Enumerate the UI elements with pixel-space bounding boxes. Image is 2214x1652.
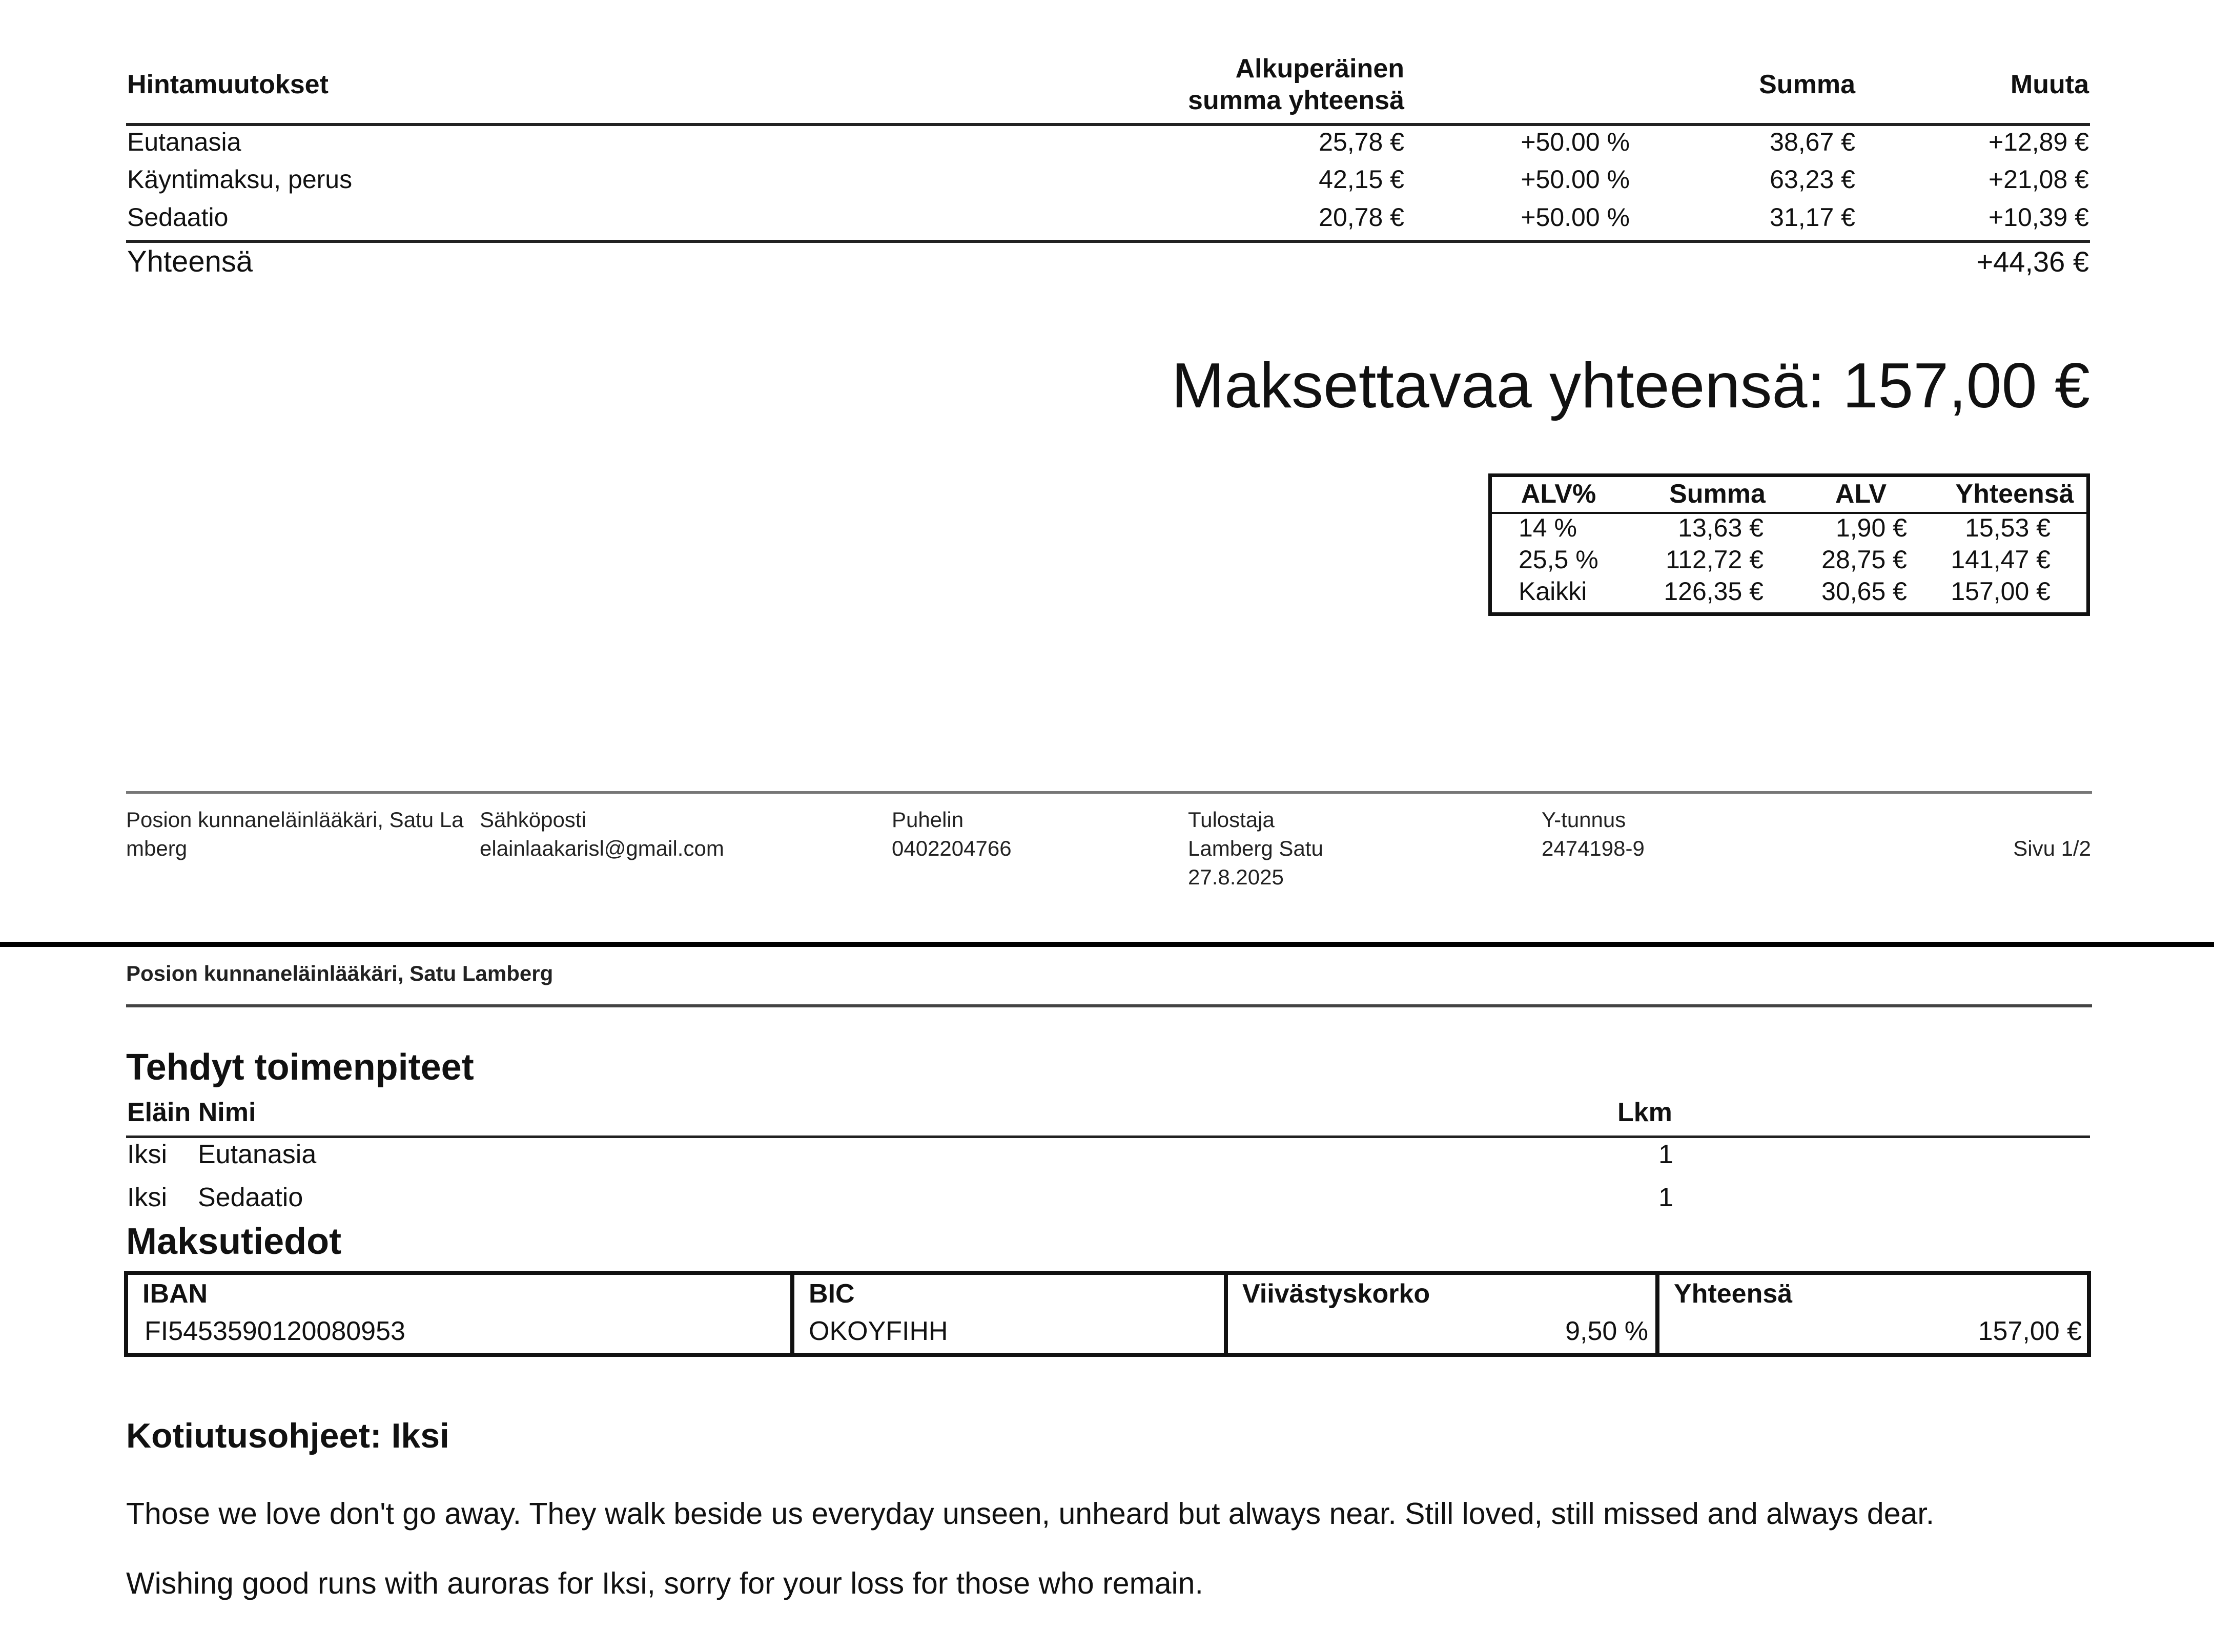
price-row-name: Eutanasia <box>127 128 241 156</box>
bic-label: BIC <box>809 1279 855 1309</box>
footer-printer-name: Lamberg Satu <box>1188 836 1323 860</box>
footer-email: elainlaakarisl@gmail.com <box>480 836 724 860</box>
grand-total: Maksettavaa yhteensä: 157,00 € <box>1171 350 2090 421</box>
vat-cell: 1,90 € <box>1835 513 1907 542</box>
price-row-sum: 63,23 € <box>1770 165 1855 194</box>
procedure-animal: Iksi <box>127 1183 167 1212</box>
original-sum-header-line2: summa yhteensä <box>1188 86 1404 115</box>
home-care-title: Kotiutusohjeet: Iksi <box>126 1416 449 1455</box>
footer-page-number: Sivu 1/2 <box>2013 836 2091 860</box>
home-care-paragraph: Wishing good runs with auroras for Iksi, sorry for your loss for those who remain. <box>126 1566 1203 1600</box>
page2-header: Posion kunnaneläinlääkäri, Satu Lamberg <box>126 961 554 985</box>
late-interest-label: Viivästyskorko <box>1242 1279 1430 1309</box>
price-row-original: 42,15 € <box>1319 165 1404 194</box>
footer-business-id: 2474198-9 <box>1542 836 1645 860</box>
price-row-name: Käyntimaksu, perus <box>127 165 353 194</box>
late-interest-box <box>1224 1271 1659 1357</box>
page-break <box>0 942 2214 947</box>
vat-cell: 30,65 € <box>1821 577 1907 606</box>
procedure-count: 1 <box>1658 1183 1673 1212</box>
procedures-col-animal-name: Eläin Nimi <box>127 1098 256 1127</box>
footer-divider <box>126 791 2092 794</box>
vat-cell: 28,75 € <box>1821 545 1907 574</box>
price-row-percent: +50.00 % <box>1521 165 1630 194</box>
page2-header-divider <box>126 1004 2092 1007</box>
price-row-original: 25,78 € <box>1319 128 1404 156</box>
vat-cell: 13,63 € <box>1678 513 1764 542</box>
late-interest-value: 9,50 % <box>1565 1316 1648 1346</box>
iban-box <box>124 1271 794 1357</box>
footer-business-id-label: Y-tunnus <box>1542 808 1626 832</box>
change-header: Muuta <box>2010 70 2089 99</box>
vat-cell: 157,00 € <box>1951 577 2051 606</box>
price-row-change: +12,89 € <box>1988 128 2089 156</box>
price-changes-title: Hintamuutokset <box>127 70 329 99</box>
footer-email-label: Sähköposti <box>480 808 586 832</box>
vat-header: Yhteensä <box>1955 479 2074 509</box>
price-row-original: 20,78 € <box>1319 203 1404 232</box>
footer-company-line2: mberg <box>126 836 188 860</box>
procedure-animal: Iksi <box>127 1140 167 1169</box>
bic-box <box>790 1271 1228 1357</box>
vat-header: ALV% <box>1521 479 1596 509</box>
vat-cell: 126,35 € <box>1664 577 1764 606</box>
procedure-name: Sedaatio <box>198 1183 303 1212</box>
payment-total-value: 157,00 € <box>1978 1316 2082 1346</box>
vat-cell: 112,72 € <box>1666 545 1764 574</box>
vat-cell: 141,47 € <box>1951 545 2051 574</box>
original-sum-header-line1: Alkuperäinen <box>1235 54 1404 84</box>
price-changes-total-label: Yhteensä <box>127 245 253 278</box>
price-row-name: Sedaatio <box>127 203 229 232</box>
payment-title: Maksutiedot <box>126 1221 342 1262</box>
vat-cell: 15,53 € <box>1965 513 2051 542</box>
total-divider <box>126 240 2090 243</box>
vat-cell: Kaikki <box>1519 577 1587 606</box>
iban-label: IBAN <box>142 1279 208 1309</box>
home-care-paragraph: Those we love don't go away. They walk beside us everyday unseen, unheard but always near. Still loved, still missed and always dear. <box>126 1497 1935 1531</box>
vat-header: Summa <box>1669 479 1766 509</box>
footer-phone: 0402204766 <box>892 836 1012 860</box>
footer-printer-date: 27.8.2025 <box>1188 865 1284 889</box>
price-row-percent: +50.00 % <box>1521 203 1630 232</box>
price-changes-total-value: +44,36 € <box>1976 245 2089 278</box>
price-row-percent: +50.00 % <box>1521 128 1630 156</box>
procedure-name: Eutanasia <box>198 1140 317 1169</box>
footer-company-line1: Posion kunnaneläinlääkäri, Satu La <box>126 808 464 832</box>
vat-table <box>1488 473 2090 616</box>
iban-value: FI5453590120080953 <box>145 1316 405 1346</box>
price-row-sum: 31,17 € <box>1770 203 1855 232</box>
price-row-change: +10,39 € <box>1988 203 2089 232</box>
footer-printer-label: Tulostaja <box>1188 808 1275 832</box>
price-row-change: +21,08 € <box>1988 165 2089 194</box>
payment-total-box <box>1655 1271 2091 1357</box>
vat-cell: 14 % <box>1519 513 1577 542</box>
vat-cell: 25,5 % <box>1519 545 1598 574</box>
procedures-col-count: Lkm <box>1617 1098 1672 1127</box>
procedures-divider <box>126 1135 2090 1138</box>
sum-header: Summa <box>1759 70 1855 99</box>
procedures-title: Tehdyt toimenpiteet <box>126 1047 474 1088</box>
bic-value: OKOYFIHH <box>809 1316 948 1346</box>
procedure-count: 1 <box>1658 1140 1673 1169</box>
vat-header: ALV <box>1835 479 1887 509</box>
price-row-sum: 38,67 € <box>1770 128 1855 156</box>
footer-phone-label: Puhelin <box>892 808 964 832</box>
payment-total-label: Yhteensä <box>1674 1279 1793 1309</box>
